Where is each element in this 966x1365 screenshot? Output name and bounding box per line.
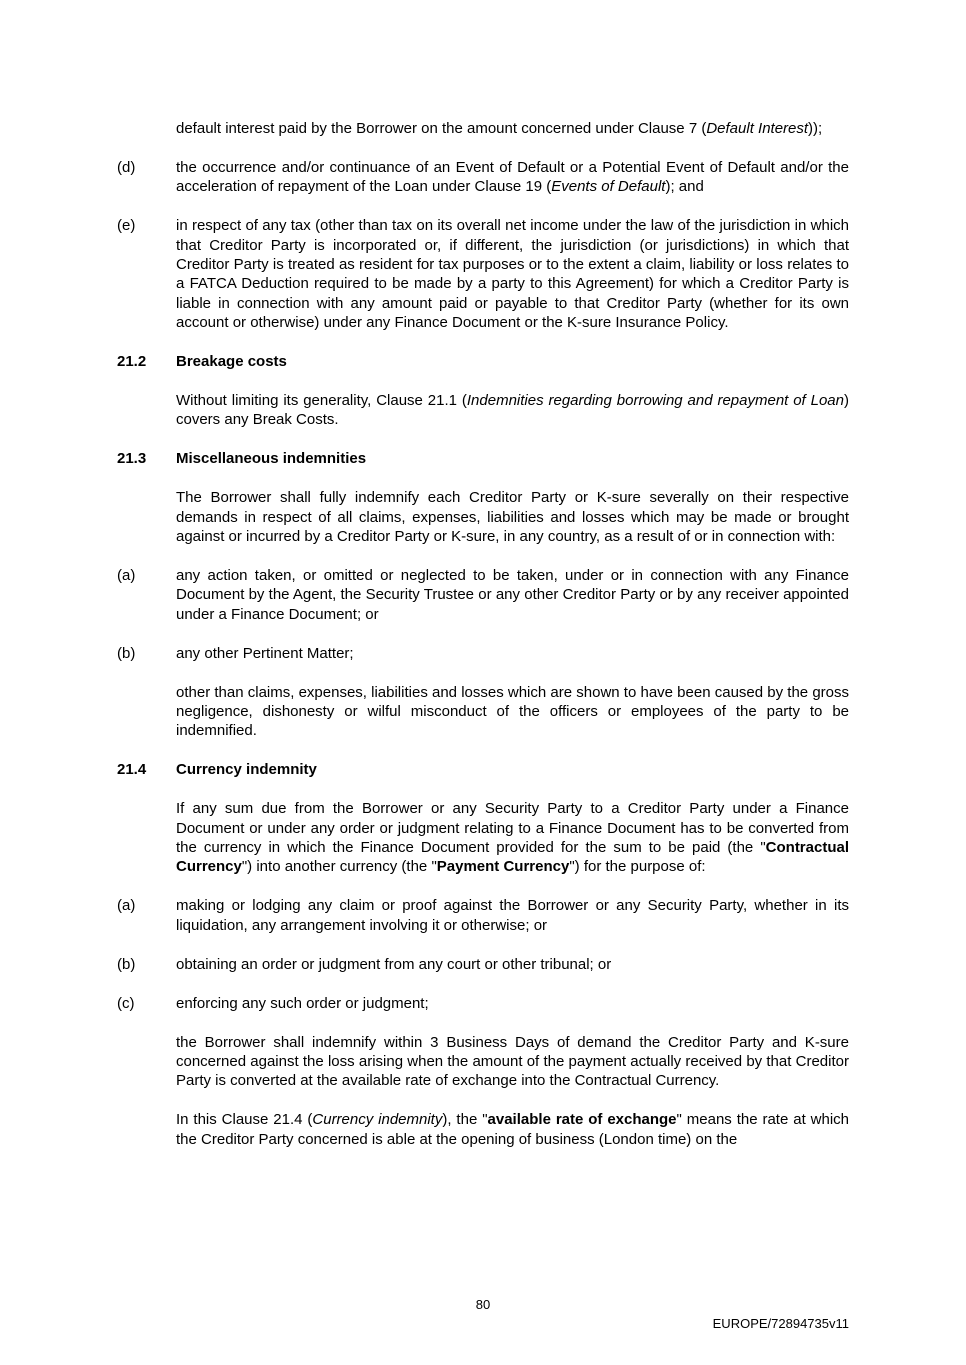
- item-label: [117, 1033, 176, 1091]
- list-item: [117, 216, 849, 332]
- list-item: [117, 955, 849, 974]
- paragraph: [117, 119, 849, 138]
- item-label: (b): [117, 955, 136, 973]
- item-label: [117, 119, 176, 138]
- document-body: [117, 119, 849, 1169]
- list-item: [117, 994, 849, 1013]
- item-text: the occurrence and/or continuance of an Event of Default or a Potential Event of Default and/or the acceleration of repayment of the Loan under Clause 19 (Events of Default); and: [176, 158, 849, 196]
- clause-heading: [117, 760, 849, 779]
- clause-number: 21.2: [117, 353, 147, 371]
- clause-title: Breakage costs: [176, 353, 287, 371]
- paragraph-text: the Borrower shall indemnify within 3 Business Days of demand the Creditor Party and K-sure concerned against the loss arising when the amount of the payment actually received by that Creditor Party is converted at the available rate of exchange into the Contractual Currency.: [176, 1033, 849, 1090]
- item-text: making or lodging any claim or proof against the Borrower or any Security Party, whether in its liquidation, any arrangement involving it or otherwise; or: [176, 897, 849, 934]
- list-item: [117, 566, 849, 624]
- paragraph-text: Without limiting its generality, Clause 21.1 (Indemnities regarding borrowing and repayment of Loan) covers any Break Costs.: [176, 392, 849, 429]
- paragraph-text: default interest paid by the Borrower on the amount concerned under Clause 7 (Default Interest));: [176, 120, 823, 137]
- item-text: in respect of any tax (other than tax on its overall net income under the law of the jurisdiction in which that Creditor Party is incorporated or, if different, the jurisdiction (or jurisdictions) in which that Creditor Party is treated as resident for tax purposes or to the extent a claim, liability or loss relates to a FATCA Deduction required to be made by a party to this Agreement) for which a Creditor Party is liable in connection with any amount paid or payable to that Creditor Party (whether for its own account or otherwise) under any Finance Document or the K-sure Insurance Policy.: [176, 217, 849, 332]
- paragraph-text: If any sum due from the Borrower or any Security Party to a Creditor Party under a Finance Document or under any order or judgment relating to a Finance Document has to be converted from the currency in which the Finance Document provided for the sum to be paid (the "Contractual Currency") into another currency (the "Payment Currency") for the purpose of:: [176, 800, 849, 876]
- item-label: (c): [117, 994, 135, 1012]
- paragraph: [117, 488, 849, 546]
- clause-number: 21.4: [117, 761, 147, 779]
- clause-number: 21.3: [117, 450, 147, 468]
- item-text: enforcing any such order or judgment;: [176, 994, 429, 1012]
- clause-title: Miscellaneous indemnities: [176, 450, 367, 468]
- clause-heading: [117, 449, 849, 468]
- item-label: (d): [117, 158, 136, 176]
- item-label: (a): [117, 567, 136, 584]
- item-label: [117, 683, 176, 741]
- clause-title: Currency indemnity: [176, 761, 317, 779]
- item-label: (a): [117, 897, 136, 915]
- item-text: any action taken, or omitted or neglected to be taken, under or in connection with any Finance Document by the Agent, the Security Trustee or any other Creditor Party or by any receiver appointed under a Finance Document; or: [176, 567, 849, 623]
- paragraph-text: The Borrower shall fully indemnify each Creditor Party or K-sure severally on their respective demands in respect of all claims, expenses, liabilities and losses which may be made or brought against or incurred by a Creditor Party or K-sure, in any country, as a result of or in connection with:: [176, 489, 849, 546]
- item-text: obtaining an order or judgment from any court or other tribunal; or: [176, 955, 612, 973]
- document-reference: EUROPE/72894735v11: [712, 1316, 849, 1331]
- item-label: [117, 799, 176, 877]
- item-label: (e): [117, 217, 136, 235]
- item-label: (b): [117, 644, 136, 662]
- paragraph-text: In this Clause 21.4 (Currency indemnity), the "available rate of exchange" means the rate at which the Creditor Party concerned is able at the opening of business (London time) on the: [176, 1111, 849, 1148]
- list-item: [117, 158, 849, 197]
- paragraph: [117, 1033, 849, 1091]
- list-item: [117, 896, 849, 935]
- item-label: [117, 488, 176, 546]
- list-item: [117, 644, 849, 663]
- paragraph-text: other than claims, expenses, liabilities and losses which are shown to have been caused by the gross negligence, dishonesty or wilful misconduct of the officers or employees of the party to be indemnified.: [176, 683, 849, 740]
- item-label: [117, 1110, 176, 1149]
- clause-heading: [117, 352, 849, 371]
- page-number: 80: [475, 1297, 491, 1312]
- paragraph: [117, 799, 849, 877]
- item-label: [117, 391, 176, 430]
- paragraph: [117, 1110, 849, 1149]
- paragraph: [117, 683, 849, 741]
- paragraph: [117, 391, 849, 430]
- item-text: any other Pertinent Matter;: [176, 644, 354, 662]
